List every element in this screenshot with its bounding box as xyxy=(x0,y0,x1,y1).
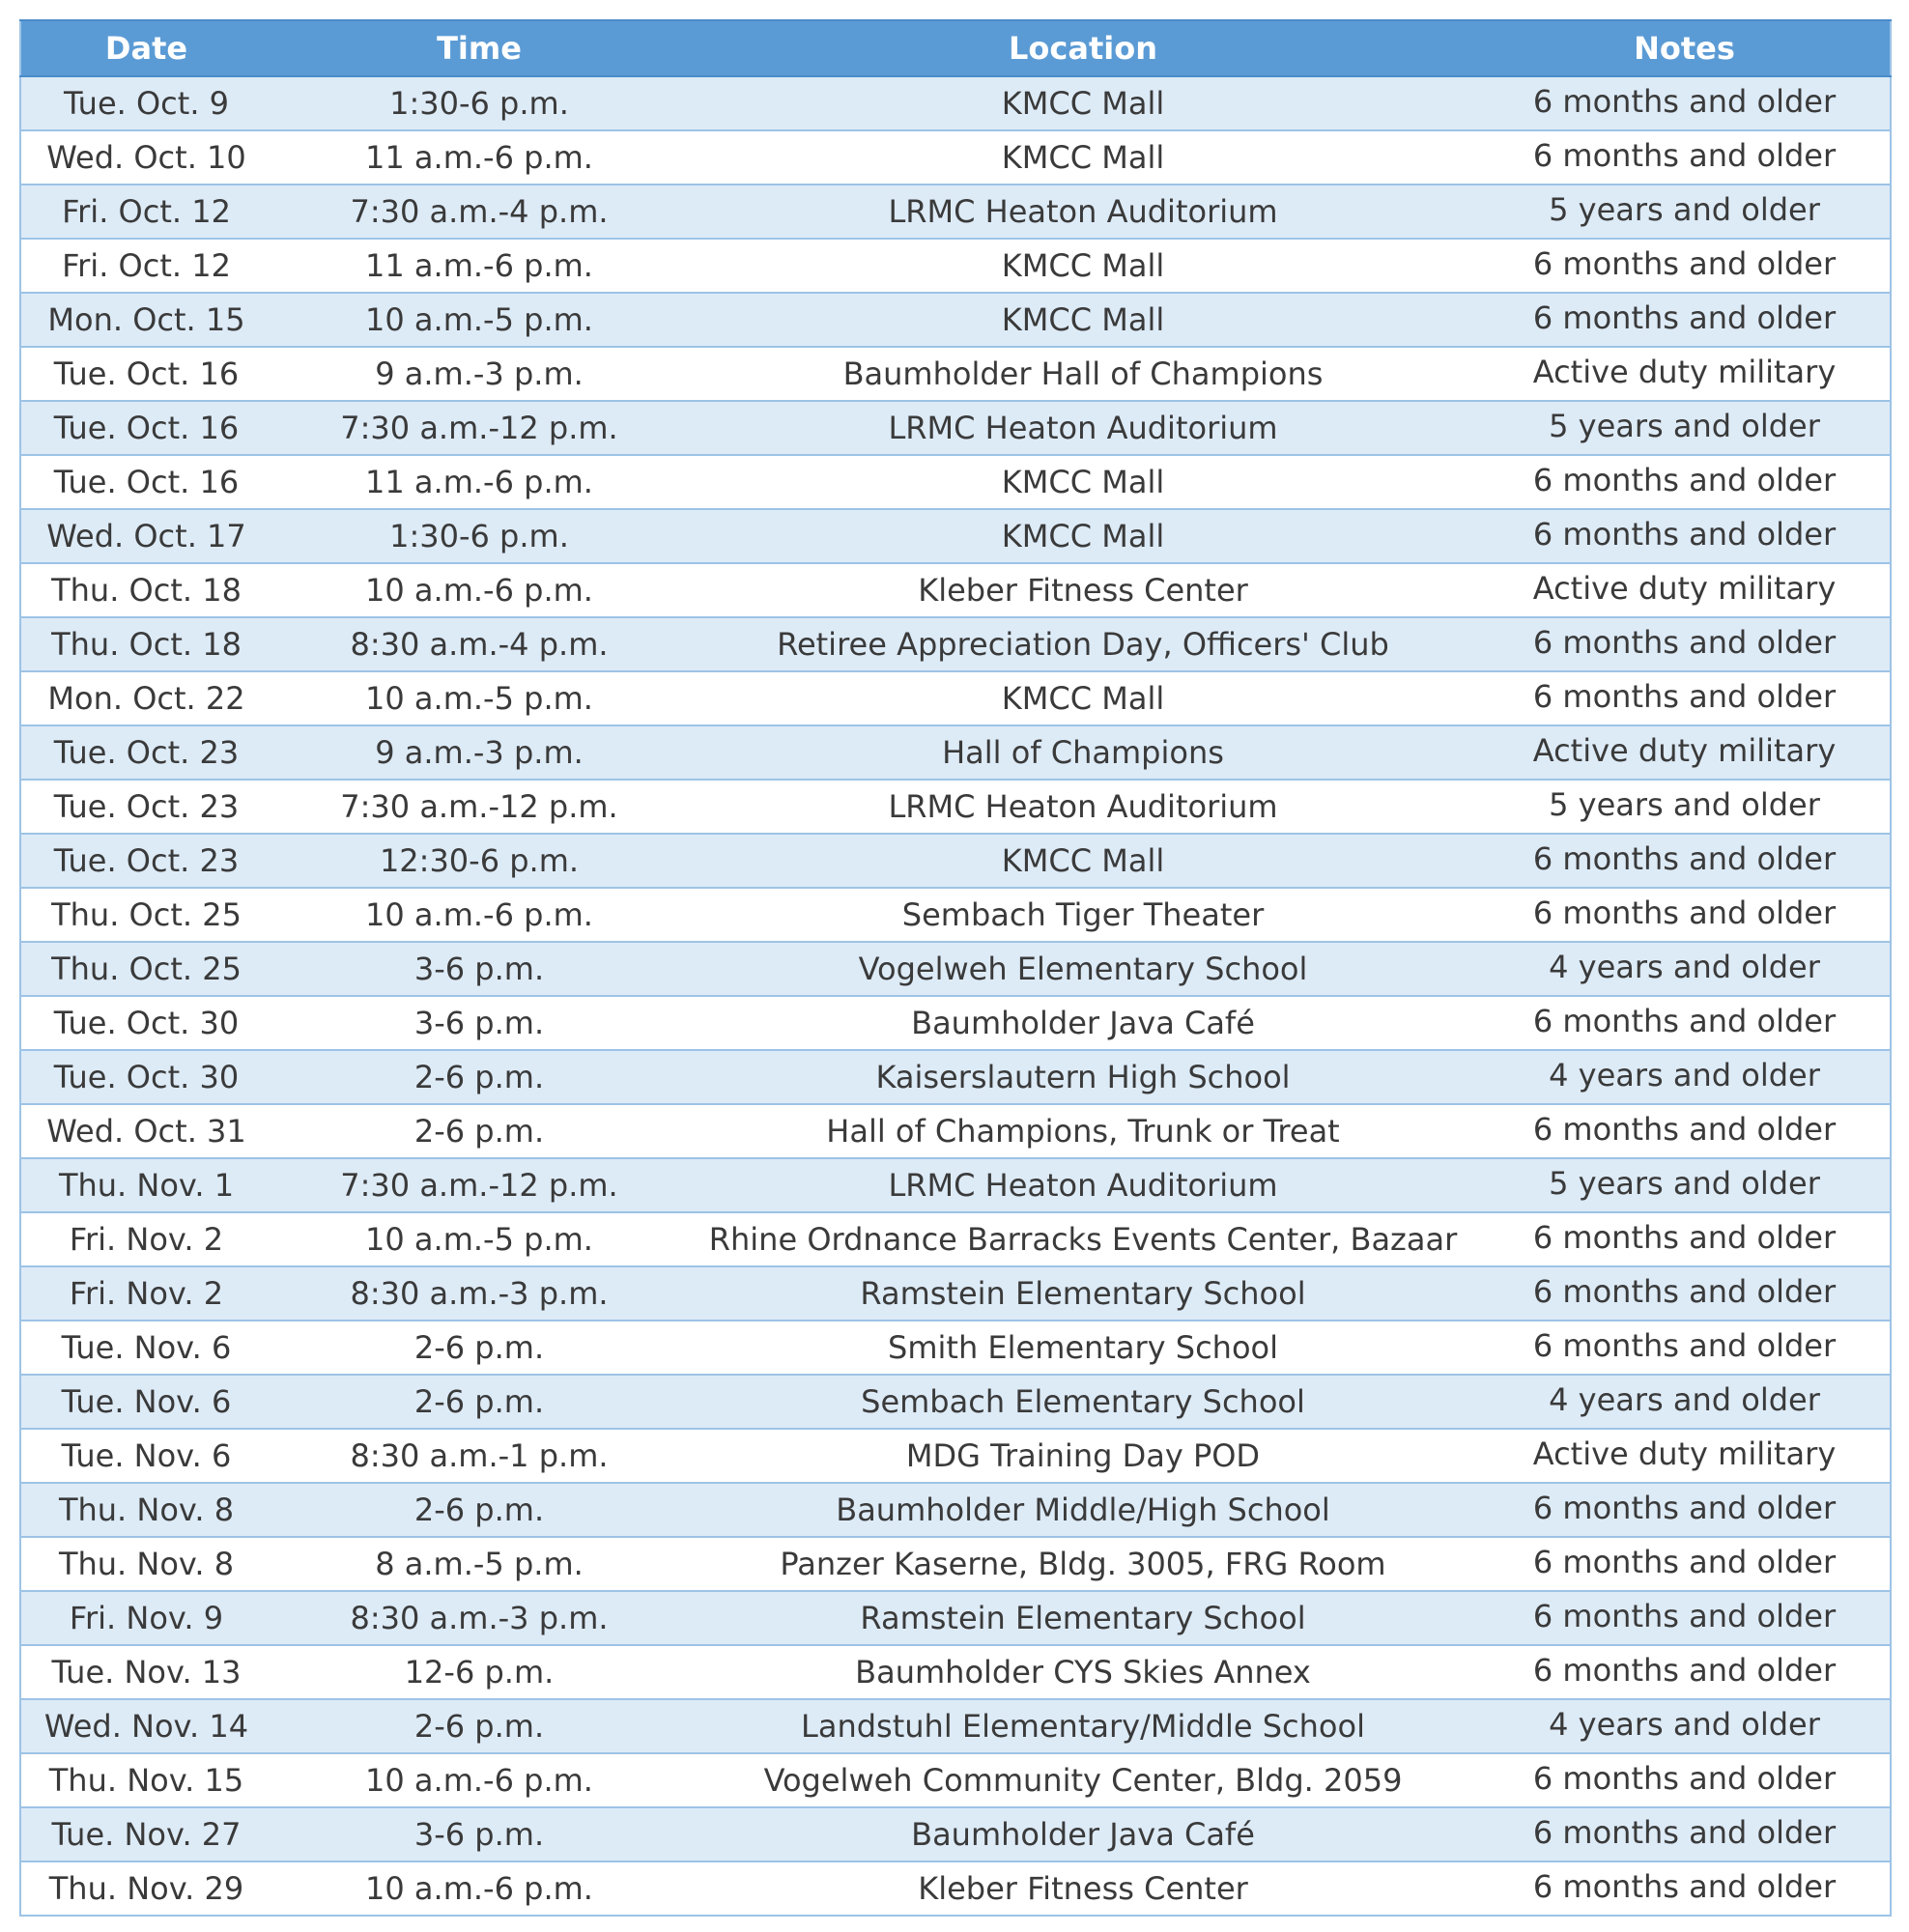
cell-time: 2-6 p.m. xyxy=(271,1321,687,1375)
cell-date: Tue. Oct. 30 xyxy=(20,996,271,1050)
cell-location: KMCC Mall xyxy=(687,455,1479,509)
cell-time: 7:30 a.m.-12 p.m. xyxy=(271,1158,687,1212)
cell-time: 7:30 a.m.-12 p.m. xyxy=(271,780,687,834)
cell-time: 8:30 a.m.-4 p.m. xyxy=(271,617,687,671)
cell-date: Wed. Oct. 17 xyxy=(20,509,271,563)
cell-time: 8:30 a.m.-1 p.m. xyxy=(271,1429,687,1483)
cell-notes: Active duty military xyxy=(1479,725,1891,780)
cell-notes: 6 months and older xyxy=(1479,1321,1891,1375)
column-header-time: Time xyxy=(271,20,687,76)
cell-date: Tue. Oct. 9 xyxy=(20,76,271,130)
cell-date: Wed. Oct. 10 xyxy=(20,130,271,185)
table-row xyxy=(20,130,1891,185)
table-row xyxy=(20,1591,1891,1645)
cell-time: 11 a.m.-6 p.m. xyxy=(271,455,687,509)
cell-date: Thu. Nov. 8 xyxy=(20,1537,271,1591)
cell-time: 10 a.m.-6 p.m. xyxy=(271,1753,687,1807)
cell-location: Hall of Champions, Trunk or Treat xyxy=(687,1104,1479,1158)
cell-notes: 6 months and older xyxy=(1479,888,1891,942)
cell-date: Mon. Oct. 22 xyxy=(20,671,271,725)
column-header-location: Location xyxy=(687,20,1479,76)
cell-location: KMCC Mall xyxy=(687,239,1479,293)
table-row xyxy=(20,1483,1891,1537)
cell-time: 10 a.m.-5 p.m. xyxy=(271,1212,687,1266)
table-row xyxy=(20,1645,1891,1699)
cell-notes: Active duty military xyxy=(1479,563,1891,617)
cell-time: 8:30 a.m.-3 p.m. xyxy=(271,1266,687,1321)
cell-time: 2-6 p.m. xyxy=(271,1050,687,1104)
cell-notes: 6 months and older xyxy=(1479,1212,1891,1266)
cell-notes: 4 years and older xyxy=(1479,1375,1891,1429)
cell-notes: 5 years and older xyxy=(1479,1158,1891,1212)
cell-location: KMCC Mall xyxy=(687,76,1479,130)
table-row xyxy=(20,725,1891,780)
cell-location: Baumholder Hall of Champions xyxy=(687,347,1479,401)
table-header xyxy=(20,20,1891,76)
cell-location: Kleber Fitness Center xyxy=(687,563,1479,617)
cell-location: Landstuhl Elementary/Middle School xyxy=(687,1699,1479,1753)
cell-location: Retiree Appreciation Day, Officers' Club xyxy=(687,617,1479,671)
schedule-table-container xyxy=(19,19,1890,1917)
cell-time: 7:30 a.m.-12 p.m. xyxy=(271,401,687,455)
cell-date: Tue. Oct. 16 xyxy=(20,401,271,455)
cell-time: 8:30 a.m.-3 p.m. xyxy=(271,1591,687,1645)
cell-date: Thu. Nov. 1 xyxy=(20,1158,271,1212)
cell-location: Ramstein Elementary School xyxy=(687,1591,1479,1645)
cell-notes: 6 months and older xyxy=(1479,130,1891,185)
cell-notes: 6 months and older xyxy=(1479,455,1891,509)
table-row xyxy=(20,1321,1891,1375)
table-row xyxy=(20,1537,1891,1591)
table-row xyxy=(20,1753,1891,1807)
cell-time: 3-6 p.m. xyxy=(271,1807,687,1861)
cell-date: Fri. Nov. 2 xyxy=(20,1212,271,1266)
cell-location: Kleber Fitness Center xyxy=(687,1861,1479,1916)
cell-location: Baumholder Java Café xyxy=(687,996,1479,1050)
cell-location: KMCC Mall xyxy=(687,130,1479,185)
cell-time: 3-6 p.m. xyxy=(271,942,687,996)
cell-date: Fri. Oct. 12 xyxy=(20,185,271,239)
cell-time: 3-6 p.m. xyxy=(271,996,687,1050)
cell-location: Vogelweh Elementary School xyxy=(687,942,1479,996)
cell-location: Sembach Elementary School xyxy=(687,1375,1479,1429)
cell-notes: 4 years and older xyxy=(1479,1050,1891,1104)
cell-date: Tue. Nov. 6 xyxy=(20,1375,271,1429)
cell-time: 9 a.m.-3 p.m. xyxy=(271,725,687,780)
cell-location: Sembach Tiger Theater xyxy=(687,888,1479,942)
cell-notes: 6 months and older xyxy=(1479,1483,1891,1537)
cell-location: Panzer Kaserne, Bldg. 3005, FRG Room xyxy=(687,1537,1479,1591)
cell-notes: 6 months and older xyxy=(1479,617,1891,671)
cell-date: Thu. Oct. 25 xyxy=(20,942,271,996)
table-row xyxy=(20,1050,1891,1104)
table-row xyxy=(20,671,1891,725)
cell-notes: Active duty military xyxy=(1479,1429,1891,1483)
table-row xyxy=(20,1861,1891,1916)
cell-time: 10 a.m.-6 p.m. xyxy=(271,1861,687,1916)
cell-location: LRMC Heaton Auditorium xyxy=(687,1158,1479,1212)
table-row xyxy=(20,617,1891,671)
table-row xyxy=(20,1158,1891,1212)
cell-notes: 6 months and older xyxy=(1479,509,1891,563)
cell-time: 1:30-6 p.m. xyxy=(271,76,687,130)
table-body xyxy=(20,76,1891,1916)
cell-location: Kaiserslautern High School xyxy=(687,1050,1479,1104)
cell-time: 8 a.m.-5 p.m. xyxy=(271,1537,687,1591)
cell-location: Baumholder Middle/High School xyxy=(687,1483,1479,1537)
cell-notes: 5 years and older xyxy=(1479,780,1891,834)
cell-notes: 6 months and older xyxy=(1479,1753,1891,1807)
cell-date: Fri. Nov. 9 xyxy=(20,1591,271,1645)
cell-time: 12-6 p.m. xyxy=(271,1645,687,1699)
cell-time: 9 a.m.-3 p.m. xyxy=(271,347,687,401)
cell-notes: 6 months and older xyxy=(1479,1861,1891,1916)
cell-notes: 6 months and older xyxy=(1479,1104,1891,1158)
table-row xyxy=(20,293,1891,347)
table-row xyxy=(20,1807,1891,1861)
cell-time: 10 a.m.-6 p.m. xyxy=(271,563,687,617)
table-row xyxy=(20,1266,1891,1321)
cell-location: KMCC Mall xyxy=(687,509,1479,563)
cell-location: KMCC Mall xyxy=(687,834,1479,888)
cell-date: Fri. Oct. 12 xyxy=(20,239,271,293)
table-row xyxy=(20,563,1891,617)
cell-date: Mon. Oct. 15 xyxy=(20,293,271,347)
cell-time: 2-6 p.m. xyxy=(271,1104,687,1158)
cell-notes: Active duty military xyxy=(1479,347,1891,401)
cell-location: LRMC Heaton Auditorium xyxy=(687,401,1479,455)
cell-time: 11 a.m.-6 p.m. xyxy=(271,239,687,293)
table-row xyxy=(20,996,1891,1050)
cell-date: Tue. Oct. 16 xyxy=(20,347,271,401)
cell-location: KMCC Mall xyxy=(687,293,1479,347)
cell-location: KMCC Mall xyxy=(687,671,1479,725)
cell-time: 2-6 p.m. xyxy=(271,1699,687,1753)
table-row xyxy=(20,347,1891,401)
table-row xyxy=(20,455,1891,509)
table-row xyxy=(20,401,1891,455)
table-row xyxy=(20,76,1891,130)
cell-time: 1:30-6 p.m. xyxy=(271,509,687,563)
cell-location: LRMC Heaton Auditorium xyxy=(687,185,1479,239)
cell-notes: 6 months and older xyxy=(1479,293,1891,347)
schedule-table xyxy=(19,19,1892,1917)
column-header-notes: Notes xyxy=(1479,20,1891,76)
cell-notes: 5 years and older xyxy=(1479,401,1891,455)
cell-date: Tue. Nov. 6 xyxy=(20,1429,271,1483)
cell-notes: 6 months and older xyxy=(1479,1807,1891,1861)
cell-location: Hall of Champions xyxy=(687,725,1479,780)
table-row xyxy=(20,1212,1891,1266)
cell-location: Baumholder CYS Skies Annex xyxy=(687,1645,1479,1699)
cell-notes: 4 years and older xyxy=(1479,1699,1891,1753)
cell-location: LRMC Heaton Auditorium xyxy=(687,780,1479,834)
cell-location: Smith Elementary School xyxy=(687,1321,1479,1375)
cell-notes: 5 years and older xyxy=(1479,185,1891,239)
cell-time: 2-6 p.m. xyxy=(271,1375,687,1429)
table-row xyxy=(20,834,1891,888)
cell-notes: 6 months and older xyxy=(1479,1537,1891,1591)
cell-date: Thu. Nov. 8 xyxy=(20,1483,271,1537)
cell-time: 10 a.m.-5 p.m. xyxy=(271,293,687,347)
cell-date: Thu. Nov. 15 xyxy=(20,1753,271,1807)
cell-notes: 6 months and older xyxy=(1479,239,1891,293)
cell-time: 10 a.m.-5 p.m. xyxy=(271,671,687,725)
cell-location: MDG Training Day POD xyxy=(687,1429,1479,1483)
cell-location: Baumholder Java Café xyxy=(687,1807,1479,1861)
cell-location: Rhine Ordnance Barracks Events Center, Bazaar xyxy=(687,1212,1479,1266)
cell-date: Thu. Nov. 29 xyxy=(20,1861,271,1916)
cell-date: Tue. Oct. 23 xyxy=(20,780,271,834)
cell-time: 7:30 a.m.-4 p.m. xyxy=(271,185,687,239)
cell-date: Wed. Nov. 14 xyxy=(20,1699,271,1753)
cell-date: Tue. Oct. 16 xyxy=(20,455,271,509)
table-row xyxy=(20,509,1891,563)
cell-date: Tue. Nov. 6 xyxy=(20,1321,271,1375)
cell-time: 12:30-6 p.m. xyxy=(271,834,687,888)
cell-date: Wed. Oct. 31 xyxy=(20,1104,271,1158)
cell-date: Tue. Oct. 23 xyxy=(20,725,271,780)
cell-date: Tue. Nov. 13 xyxy=(20,1645,271,1699)
table-row xyxy=(20,1429,1891,1483)
cell-notes: 4 years and older xyxy=(1479,942,1891,996)
cell-date: Tue. Oct. 23 xyxy=(20,834,271,888)
table-row xyxy=(20,1375,1891,1429)
cell-date: Fri. Nov. 2 xyxy=(20,1266,271,1321)
cell-notes: 6 months and older xyxy=(1479,76,1891,130)
cell-notes: 6 months and older xyxy=(1479,834,1891,888)
cell-date: Tue. Oct. 30 xyxy=(20,1050,271,1104)
cell-notes: 6 months and older xyxy=(1479,1645,1891,1699)
cell-time: 11 a.m.-6 p.m. xyxy=(271,130,687,185)
column-header-date: Date xyxy=(20,20,271,76)
header-row xyxy=(20,20,1891,76)
cell-notes: 6 months and older xyxy=(1479,1266,1891,1321)
table-row xyxy=(20,888,1891,942)
cell-time: 10 a.m.-6 p.m. xyxy=(271,888,687,942)
cell-notes: 6 months and older xyxy=(1479,1591,1891,1645)
table-row xyxy=(20,780,1891,834)
table-row xyxy=(20,1699,1891,1753)
table-row xyxy=(20,1104,1891,1158)
cell-location: Ramstein Elementary School xyxy=(687,1266,1479,1321)
cell-location: Vogelweh Community Center, Bldg. 2059 xyxy=(687,1753,1479,1807)
cell-notes: 6 months and older xyxy=(1479,996,1891,1050)
cell-date: Tue. Nov. 27 xyxy=(20,1807,271,1861)
table-row xyxy=(20,942,1891,996)
cell-date: Thu. Oct. 18 xyxy=(20,617,271,671)
cell-date: Thu. Oct. 18 xyxy=(20,563,271,617)
table-row xyxy=(20,185,1891,239)
cell-notes: 6 months and older xyxy=(1479,671,1891,725)
cell-time: 2-6 p.m. xyxy=(271,1483,687,1537)
table-row xyxy=(20,239,1891,293)
cell-date: Thu. Oct. 25 xyxy=(20,888,271,942)
